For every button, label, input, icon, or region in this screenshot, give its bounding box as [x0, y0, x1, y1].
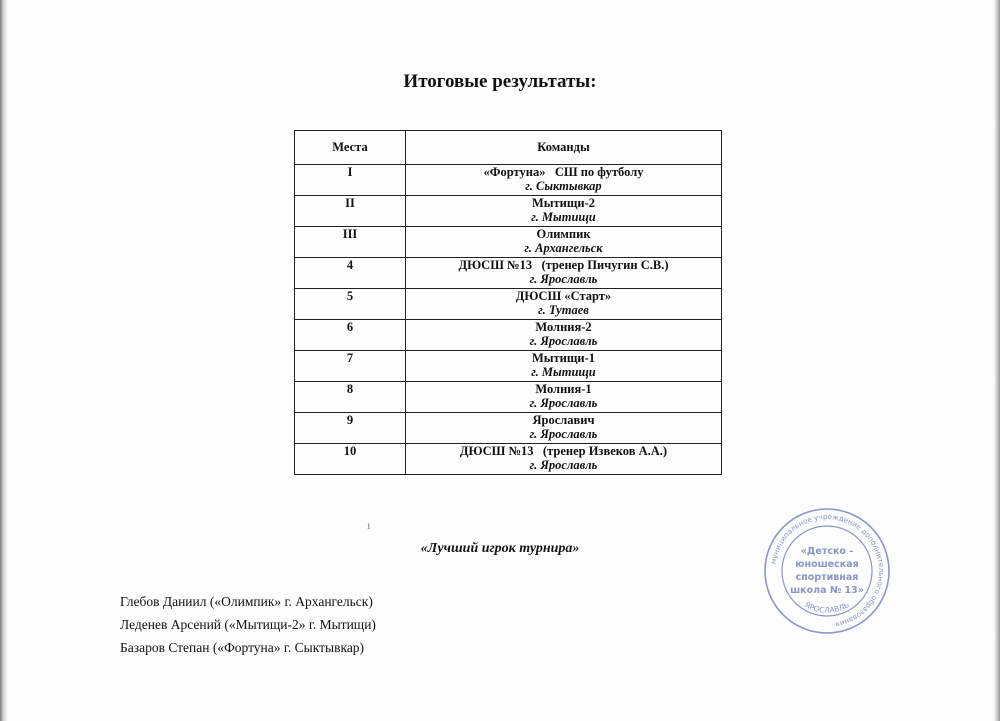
place-cell: 6 — [295, 320, 406, 351]
scan-edge-left — [0, 0, 8, 721]
place-cell: II — [295, 196, 406, 227]
place-cell: 9 — [295, 413, 406, 444]
team-cell — [406, 413, 722, 444]
best-player-list — [120, 590, 376, 659]
stamp-center-line: спортивная — [795, 572, 859, 583]
page-title: Итоговые результаты: — [403, 71, 597, 92]
team-name: Молния-1 — [535, 382, 592, 396]
team-cell — [406, 289, 722, 320]
stamp-center-line: юношеская — [795, 559, 859, 570]
place-cell: 8 — [295, 382, 406, 413]
player-item: Леденев Арсений («Мытищи-2» г. Мытищи) — [120, 617, 376, 632]
stamp-center-line: школа № 13» — [790, 585, 864, 596]
team-name: ДЮСШ «Старт» — [515, 289, 612, 303]
team-cell — [406, 227, 722, 258]
stamp-center-line: «Детско - — [800, 546, 854, 557]
school-stamp-seal — [762, 506, 892, 636]
team-name: Мытищи-2 — [531, 196, 596, 210]
team-city: г. Сыктывкар — [525, 179, 602, 193]
header-place: Места — [295, 131, 406, 165]
stamp-ring-text: муниципальное учреждение дополнительного образования — [768, 511, 887, 630]
team-name: ДЮСШ №13 (тренер Пичугин С.В.) — [458, 258, 669, 272]
table-row — [295, 320, 722, 351]
table-row — [295, 227, 722, 258]
best-player-heading: «Лучший игрок турнира» — [420, 541, 580, 556]
team-name: Молния-2 — [535, 320, 592, 334]
team-cell — [406, 258, 722, 289]
table-row — [295, 289, 722, 320]
place-cell: I — [295, 165, 406, 196]
table-row — [295, 413, 722, 444]
place-cell: 4 — [295, 258, 406, 289]
team-city: г. Мытищи — [531, 210, 596, 224]
team-name: «Фортуна» СШ по футболу — [483, 165, 644, 179]
team-city: г. Ярославль — [529, 396, 598, 410]
team-city: г. Ярославль — [529, 272, 598, 286]
stamp-city-text: ЯРОСЛАВЛЬ — [803, 600, 851, 615]
scan-mark: ı — [367, 518, 371, 532]
team-city: г. Мытищи — [531, 365, 596, 379]
table-row — [295, 382, 722, 413]
player-item: Глебов Даниил («Олимпик» г. Архангельск) — [120, 594, 373, 609]
stamp-inner-ring — [782, 526, 872, 616]
table-header-row — [295, 131, 722, 165]
place-cell: 5 — [295, 289, 406, 320]
player-item: Базаров Степан («Фортуна» г. Сыктывкар) — [120, 640, 365, 655]
team-name: ДЮСШ №13 (тренер Извеков А.А.) — [459, 444, 668, 458]
table-row — [295, 258, 722, 289]
team-cell — [406, 444, 722, 475]
place-cell: III — [295, 227, 406, 258]
team-cell — [406, 382, 722, 413]
results-table — [294, 130, 722, 475]
team-cell — [406, 196, 722, 227]
team-city: г. Тутаев — [538, 303, 589, 317]
team-cell — [406, 165, 722, 196]
table-row — [295, 196, 722, 227]
table-row — [295, 444, 722, 475]
team-city: г. Ярославль — [529, 334, 598, 348]
place-cell: 7 — [295, 351, 406, 382]
team-name: Мытищи-1 — [531, 351, 596, 365]
team-name: Олимпик — [536, 227, 591, 241]
team-city: г. Ярославль — [529, 427, 598, 441]
team-cell — [406, 320, 722, 351]
table-row — [295, 165, 722, 196]
team-cell — [406, 351, 722, 382]
header-team: Команды — [406, 131, 722, 165]
team-city: г. Ярославль — [529, 458, 598, 472]
table-row — [295, 351, 722, 382]
team-name: Ярославич — [532, 413, 595, 427]
scan-edge-right — [994, 0, 1000, 721]
place-cell: 10 — [295, 444, 406, 475]
team-city: г. Архангельск — [524, 241, 603, 255]
